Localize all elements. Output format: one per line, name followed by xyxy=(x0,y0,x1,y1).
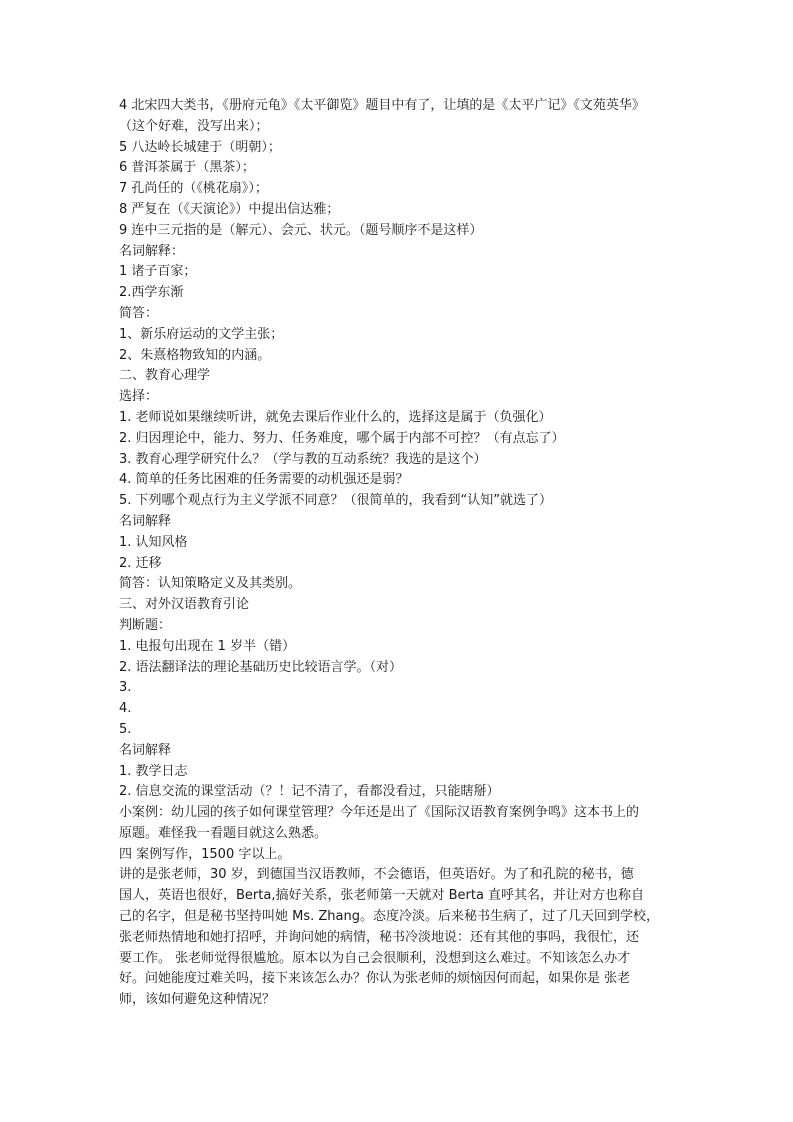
case-paragraph-line: 要工作。 张老师觉得很尴尬。原本以为自己会很顺利，没想到这么难过。不知该怎么办才 xyxy=(119,950,631,966)
section-heading: 四 案例写作，1500 字以上。 xyxy=(119,846,291,862)
text-line: 7 孔尚任的（《桃花扇》）； xyxy=(119,181,268,197)
text-line: 2. 归因理论中，能力、努力、任务难度，哪个属于内部不可控？（有点忘了） xyxy=(119,430,565,446)
text-line: 2. 迁移 xyxy=(119,555,162,571)
text-line: 2、朱熹格物致知的内涵。 xyxy=(119,347,271,363)
case-paragraph-line: 好。问她能度过难关吗，接下来该怎么办？你认为张老师的烦恼因何而起，如果你是 张老 xyxy=(119,971,631,987)
section-label: 名词解释 xyxy=(119,513,172,529)
text-line: 2.西学东渐 xyxy=(119,285,184,301)
text-line: 5. xyxy=(119,721,132,737)
case-paragraph-line: 国人，英语也很好，Berta,搞好关系，张老师第一天就对 Berta 直呼其名，并让对方也称自 xyxy=(119,888,645,904)
text-line: 1. 电报句出现在 1 岁半（错） xyxy=(119,638,296,654)
text-line: 1 诸子百家； xyxy=(119,264,197,280)
text-line: 原题。难怪我一看题目就这么熟悉。 xyxy=(119,825,328,841)
section-label: 判断题： xyxy=(119,617,172,633)
section-label: 名词解释： xyxy=(119,243,185,259)
text-line: 3. 教育心理学研究什么？（学与教的互动系统？我选的是这个） xyxy=(119,451,487,467)
case-paragraph-line: 师，该如何避免这种情况？ xyxy=(119,992,276,1008)
section-label: 简答： xyxy=(119,305,159,321)
case-paragraph-line: 讲的是张老师，30 岁，到德国当汉语教师，不会德语，但英语好。为了和孔院的秘书，德 xyxy=(119,867,634,883)
text-line: 3. xyxy=(119,680,132,696)
text-line: 8 严复在（《天演论》）中提出信达雅； xyxy=(119,201,340,217)
section-heading: 三、对外汉语教育引论 xyxy=(119,597,250,613)
text-line: 小案例：幼儿园的孩子如何课堂管理？今年还是出了《国际汉语教育案例争鸣》这本书上的 xyxy=(119,805,640,821)
text-line: 2. 语法翻译法的理论基础历史比较语言学。（对） xyxy=(119,659,403,675)
section-label: 选择： xyxy=(119,389,159,405)
section-label: 名词解释 xyxy=(119,742,172,758)
text-line: 1. 认知风格 xyxy=(119,534,188,550)
text-line: 简答：认知策略定义及其类别。 xyxy=(119,576,302,592)
text-line: 2. 信息交流的课堂活动（？！记不清了，看都没看过，只能瞎掰） xyxy=(119,784,500,800)
text-line: 6 普洱茶属于（黑茶）； xyxy=(119,160,255,176)
text-line: 1. 老师说如果继续听讲，就免去课后作业什么的，选择这是属于（负强化） xyxy=(119,409,552,425)
text-line: 1、新乐府运动的文学主张； xyxy=(119,326,284,342)
text-line: 5 八达岭长城建于（明朝）； xyxy=(119,139,281,155)
case-paragraph-line: 张老师热情地和她打招呼，并询问她的病情，秘书冷淡地说：还有其他的事吗，我很忙，还 xyxy=(119,929,640,945)
text-line: 1. 教学日志 xyxy=(119,763,188,779)
text-line: 5. 下列哪个观点行为主义学派不同意？（很简单的，我看到“认知”就选了） xyxy=(119,493,553,509)
section-heading: 二、教育心理学 xyxy=(119,368,211,384)
case-paragraph-line: 己的名字，但是秘书坚持叫她 Ms. Zhang。态度冷淡。后来秘书生病了，过了几天回到学校， xyxy=(119,909,659,925)
text-line: （这个好难，没写出来）； xyxy=(119,118,269,134)
text-line: 9 连中三元指的是（解元）、会元、状元。（题号顺序不是这样） xyxy=(119,222,483,238)
case-paragraph xyxy=(119,865,679,1011)
document-page xyxy=(119,96,679,1011)
text-line: 4. xyxy=(119,701,132,717)
text-line: 4 北宋四大类书，《册府元龟》《太平御览》题目中有了，让填的是《太平广记》《文苑英华》 xyxy=(119,98,645,113)
text-line: 4. 简单的任务比困难的任务需要的动机强还是弱？ xyxy=(119,472,409,488)
